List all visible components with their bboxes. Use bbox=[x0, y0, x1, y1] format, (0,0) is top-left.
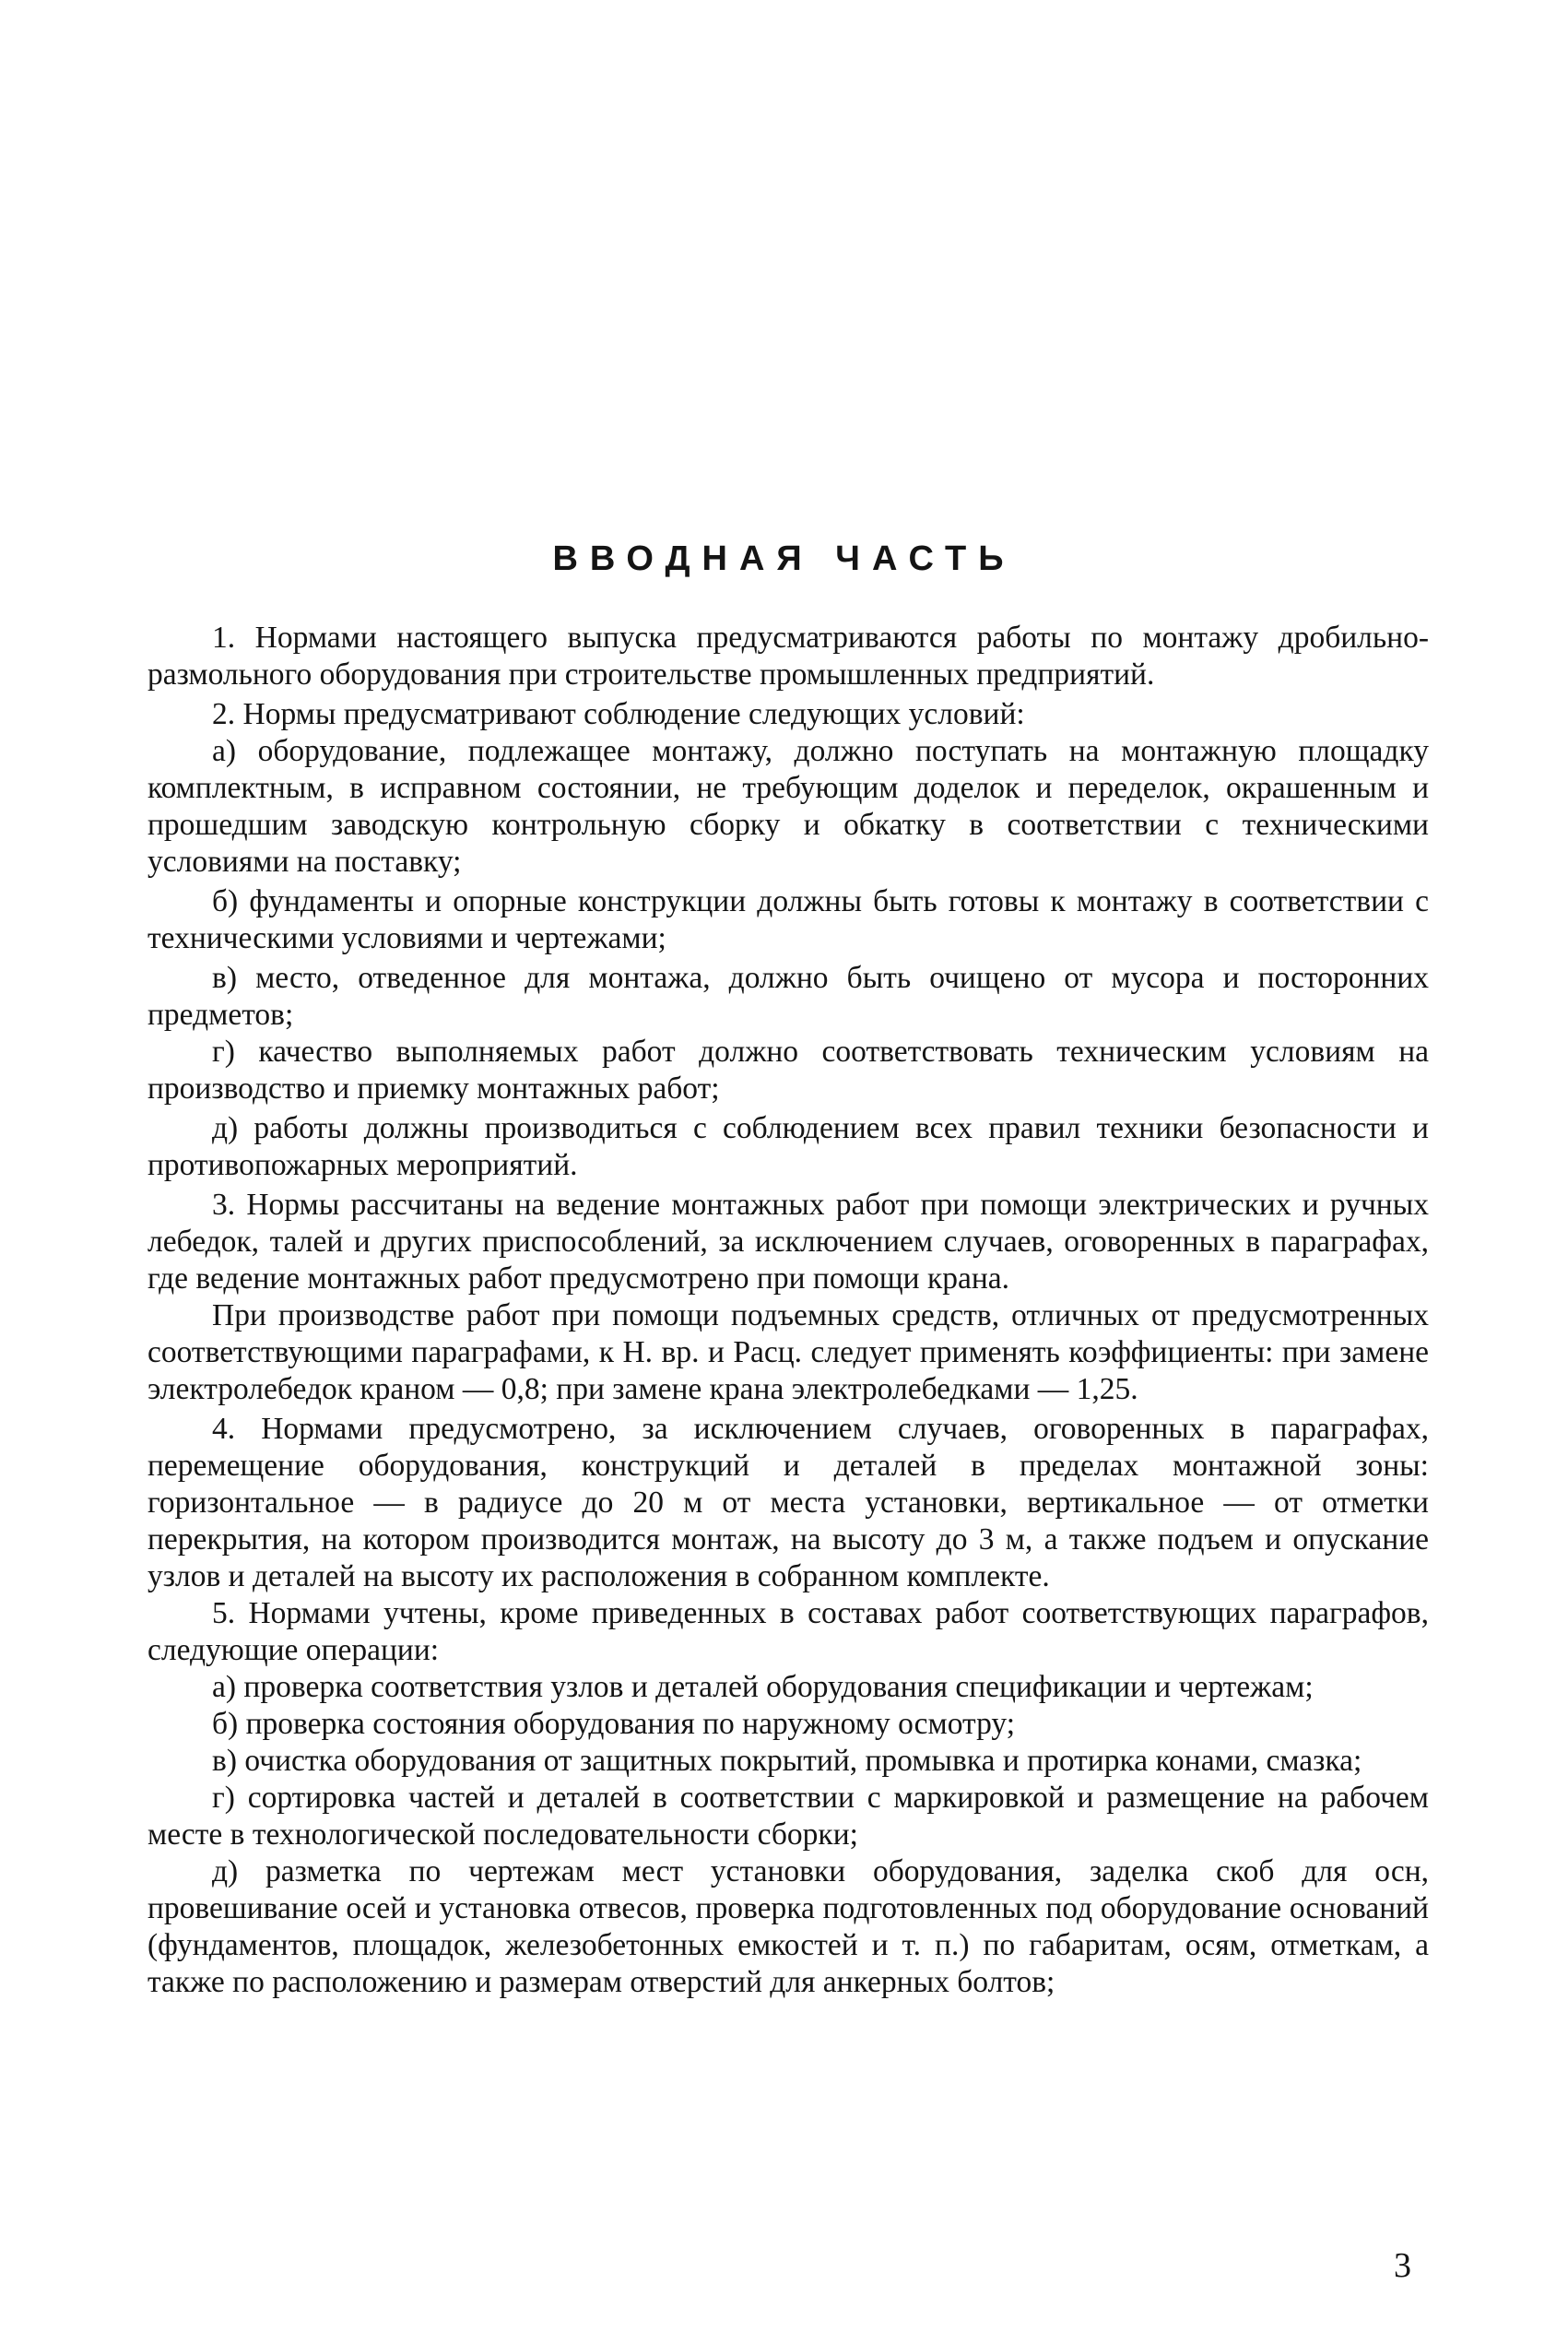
section-title: ВВОДНАЯ ЧАСТЬ bbox=[552, 539, 1016, 578]
paragraph-4: 4. Нормами предусмотрено, за исключением случаев, оговоренных в параграфах, перемещение оборудования, конструкций и деталей в пределах монтажной зоны: горизонтальное — в радиусе до 20 м от места установки, вертикальное — от отметки перекрытия, на котором производится монтаж, на высоту до 3 м, а также подъем и опускание узлов и деталей на высоту их расположения в собранном комплекте. bbox=[147, 1412, 1429, 1593]
paragraph-3-cont: При производстве работ при помощи подъемных средств, отличных от предусмотренных соответствующими параграфами, к Н. вр. и Расц. следует применять коэффициенты: при замене электролебедок краном — 0,8; при замене крана электролебедками — 1,25. bbox=[147, 1298, 1429, 1406]
paragraph-2c: в) место, отведенное для монтажа, должно быть очищено от мусора и посторонних предметов; bbox=[147, 961, 1429, 1032]
paragraph-2d: г) качество выполняемых работ должно соответствовать техническим условиям на производство и приемку монтажных работ; bbox=[147, 1035, 1429, 1106]
paragraph-2: 2. Нормы предусматривают соблюдение следующих условий: bbox=[212, 697, 1025, 731]
paragraph-5d: г) сортировка частей и деталей в соответствии с маркировкой и размещение на рабочем месте в технологической последовательности сборки; bbox=[147, 1781, 1429, 1852]
page-number: 3 bbox=[1394, 2246, 1411, 2285]
paragraph-3: 3. Нормы рассчитаны на ведение монтажных работ при помощи электрических и ручных лебедок, талей и других приспособлений, за исключением случаев, оговоренных в параграфах, где ведение монтажных работ предусмотрено при помощи крана. bbox=[147, 1188, 1429, 1296]
paragraph-2b: б) фундаменты и опорные конструкции должны быть готовы к монтажу в соответствии с техническими условиями и чертежами; bbox=[147, 884, 1429, 955]
paragraph-2e: д) работы должны производиться с соблюдением всех правил техники безопасности и противопожарных мероприятий. bbox=[147, 1111, 1429, 1182]
paragraph-5a: а) проверка соответствия узлов и деталей оборудования спецификации и чертежам; bbox=[212, 1670, 1314, 1704]
paragraph-2a: а) оборудование, подлежащее монтажу, должно поступать на монтажную площадку комплектным, в исправном состоянии, не требующим доделок и переделок, окрашенным и прошедшим заводскую контрольную сборку и обкатку в соответствии с техническими условиями на поставку; bbox=[147, 734, 1429, 879]
body-text bbox=[147, 620, 1429, 2001]
paragraph-5e: д) разметка по чертежам мест установки оборудования, заделка скоб для осн, провешивание осей и установка отвесов, проверка подготовленных под оборудование оснований (фундаментов, площадок, железобетонных емкостей и т. п.) по габаритам, осям, отметкам, а также по расположению и размерам отверстий для анкерных болтов; bbox=[147, 1854, 1429, 1999]
paragraph-5c: в) очистка оборудования от защитных покрытий, промывка и протирка конами, смазка; bbox=[212, 1744, 1362, 1778]
paragraph-1: 1. Нормами настоящего выпуска предусматриваются работы по монтажу дробильно-размольного оборудования при строительстве промышленных предприятий. bbox=[147, 621, 1429, 692]
paragraph-5: 5. Нормами учтены, кроме приведенных в составах работ соответствующих параграфов, следующие операции: bbox=[147, 1596, 1429, 1667]
paragraph-5b: б) проверка состояния оборудования по наружному осмотру; bbox=[212, 1707, 1016, 1741]
